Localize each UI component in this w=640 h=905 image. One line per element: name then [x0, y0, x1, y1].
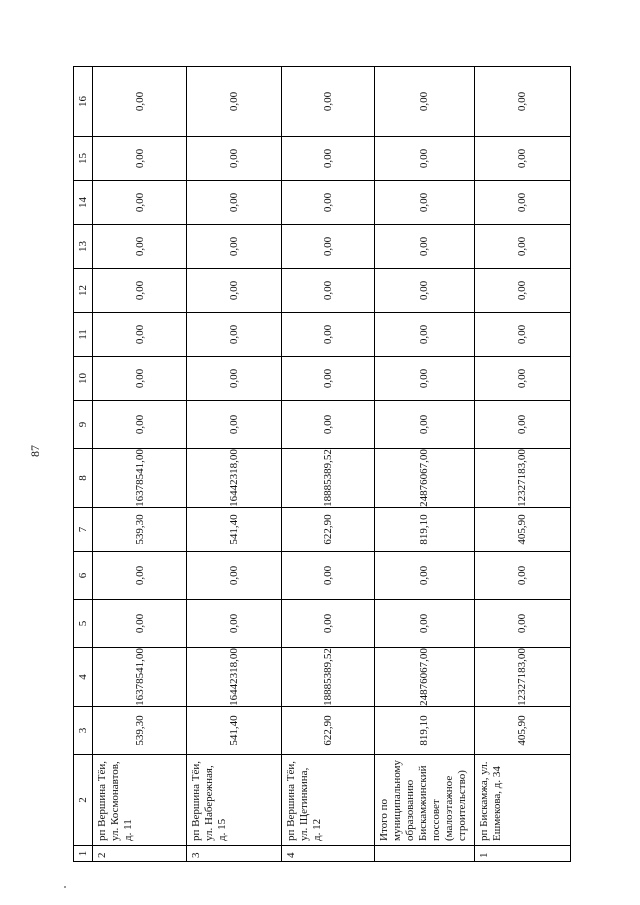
value-cell: 16378541,00: [93, 449, 187, 508]
value-cell: 18885389,52: [281, 648, 374, 707]
column-number: 3: [74, 707, 93, 755]
column-number: 11: [74, 313, 93, 357]
table-row: [281, 67, 374, 862]
address-cell: рп Вершина Тёи, ул. Космонавтов, д. 11: [93, 755, 187, 846]
column-number: 13: [74, 225, 93, 269]
value-cell: 0,00: [187, 181, 281, 225]
column-number: 16: [74, 67, 93, 137]
value-cell: 12327183,00: [474, 648, 570, 707]
value-cell: 0,00: [187, 600, 281, 648]
column-number: 12: [74, 269, 93, 313]
value-cell: 0,00: [93, 357, 187, 401]
address-cell: Итого по муниципальному образованию Бискамжинский поссовет (малоэтажное строительство): [375, 755, 474, 846]
rotated-table-container: [73, 67, 571, 862]
value-cell: 0,00: [93, 269, 187, 313]
column-number: 1: [74, 846, 93, 862]
value-cell: 0,00: [187, 357, 281, 401]
value-cell: 0,00: [281, 552, 374, 600]
value-cell: 0,00: [375, 181, 474, 225]
value-cell: 541,40: [187, 508, 281, 552]
value-cell: 0,00: [281, 600, 374, 648]
value-cell: 0,00: [93, 137, 187, 181]
value-cell: 0,00: [93, 313, 187, 357]
value-cell: 0,00: [187, 401, 281, 449]
value-cell: 0,00: [281, 225, 374, 269]
value-cell: 0,00: [187, 269, 281, 313]
value-cell: 0,00: [187, 67, 281, 137]
value-cell: 24876067,00: [375, 648, 474, 707]
value-cell: 24876067,00: [375, 449, 474, 508]
value-cell: 539,30: [93, 707, 187, 755]
column-number: 10: [74, 357, 93, 401]
value-cell: 0,00: [474, 67, 570, 137]
row-index-cell: 3: [187, 846, 281, 862]
column-number: 9: [74, 401, 93, 449]
value-cell: 541,40: [187, 707, 281, 755]
value-cell: 0,00: [474, 181, 570, 225]
table-row: [187, 67, 281, 862]
value-cell: 819,10: [375, 707, 474, 755]
row-index-cell: 2: [93, 846, 187, 862]
column-number: 2: [74, 755, 93, 846]
value-cell: 0,00: [375, 552, 474, 600]
value-cell: 405,90: [474, 707, 570, 755]
column-number: 7: [74, 508, 93, 552]
value-cell: 0,00: [93, 67, 187, 137]
value-cell: 0,00: [474, 357, 570, 401]
value-cell: 16442318,00: [187, 648, 281, 707]
value-cell: 0,00: [474, 401, 570, 449]
value-cell: 0,00: [375, 225, 474, 269]
value-cell: 0,00: [187, 313, 281, 357]
value-cell: 0,00: [187, 225, 281, 269]
value-cell: 18885389,52: [281, 449, 374, 508]
value-cell: 0,00: [281, 67, 374, 137]
value-cell: 0,00: [474, 313, 570, 357]
value-cell: 0,00: [187, 137, 281, 181]
value-cell: 0,00: [375, 67, 474, 137]
value-cell: 16378541,00: [93, 648, 187, 707]
address-cell: рп Вершина Тёи, ул. Набережная, д. 15: [187, 755, 281, 846]
row-index-cell: 1: [474, 846, 570, 862]
value-cell: 0,00: [93, 600, 187, 648]
value-cell: 0,00: [93, 225, 187, 269]
value-cell: 539,30: [93, 508, 187, 552]
column-number-header-row: [74, 67, 93, 862]
value-cell: 0,00: [375, 269, 474, 313]
column-number: 4: [74, 648, 93, 707]
row-index-cell: 4: [281, 846, 374, 862]
value-cell: 0,00: [375, 137, 474, 181]
value-cell: 0,00: [93, 401, 187, 449]
value-cell: 0,00: [93, 181, 187, 225]
column-number: 8: [74, 449, 93, 508]
value-cell: 622,90: [281, 508, 374, 552]
address-cell: рп Вершина Тёи, ул. Щетинкина, д. 12: [281, 755, 374, 846]
value-cell: 0,00: [375, 600, 474, 648]
column-number: 5: [74, 600, 93, 648]
table-row: [93, 67, 187, 862]
table-row: [474, 67, 570, 862]
column-number: 14: [74, 181, 93, 225]
page-number: 87: [28, 445, 42, 457]
value-cell: 0,00: [474, 600, 570, 648]
value-cell: 0,00: [375, 313, 474, 357]
value-cell: 0,00: [187, 552, 281, 600]
column-number: 15: [74, 137, 93, 181]
value-cell: 0,00: [281, 357, 374, 401]
value-cell: 0,00: [474, 225, 570, 269]
value-cell: 16442318,00: [187, 449, 281, 508]
address-cell: рп Бискамжа, ул. Ешмекова, д. 34: [474, 755, 570, 846]
value-cell: 0,00: [474, 269, 570, 313]
table-row-total: [375, 67, 474, 862]
value-cell: 0,00: [281, 313, 374, 357]
row-index-cell: [375, 846, 474, 862]
value-cell: 0,00: [281, 181, 374, 225]
value-cell: 0,00: [281, 401, 374, 449]
value-cell: 622,90: [281, 707, 374, 755]
value-cell: 0,00: [281, 137, 374, 181]
value-cell: 12327183,00: [474, 449, 570, 508]
value-cell: 0,00: [474, 552, 570, 600]
value-cell: 405,90: [474, 508, 570, 552]
column-number: 6: [74, 552, 93, 600]
value-cell: 0,00: [375, 401, 474, 449]
value-cell: 0,00: [93, 552, 187, 600]
value-cell: 0,00: [375, 357, 474, 401]
scan-speck: [64, 886, 66, 888]
value-cell: 0,00: [281, 269, 374, 313]
value-cell: 819,10: [375, 508, 474, 552]
value-cell: 0,00: [474, 137, 570, 181]
address-program-table: [73, 66, 571, 862]
